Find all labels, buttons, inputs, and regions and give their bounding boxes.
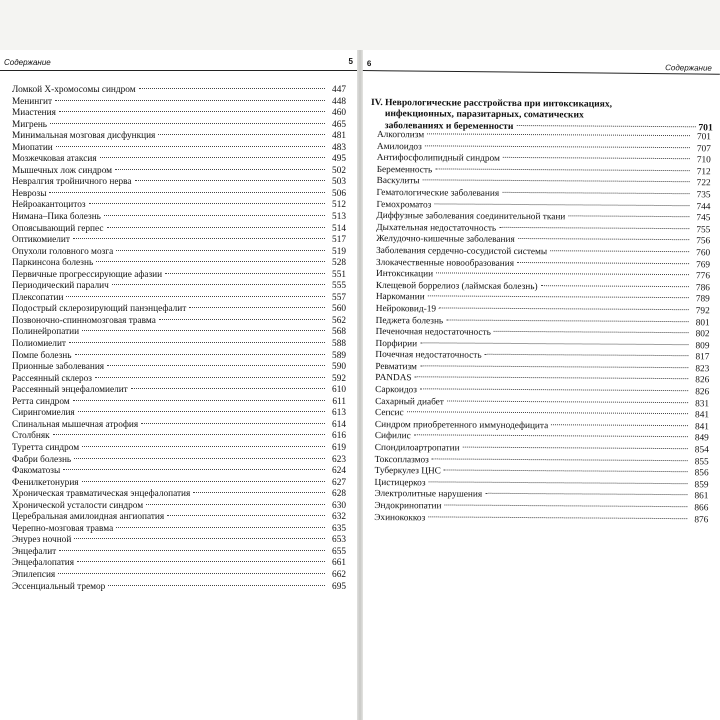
toc-entry-label: Миастения (12, 108, 56, 119)
toc-entry (12, 512, 346, 524)
toc-entry-page: 653 (332, 535, 346, 546)
toc-entry-page: 789 (695, 294, 710, 305)
dot-leader (551, 424, 688, 426)
toc-entry-label: Нимана–Пика болезнь (12, 212, 101, 223)
toc-entry-page: 707 (696, 143, 711, 154)
toc-entry-label: Плексопатии (12, 292, 64, 303)
toc-entry-label: Минимальная мозговая дисфункция (12, 131, 156, 142)
dot-leader (131, 388, 325, 389)
toc-entry-page: 876 (694, 514, 709, 525)
toc-entry (12, 108, 346, 120)
toc-entry-page: 655 (332, 546, 346, 557)
toc-entry-label: Заболевания сердечно-сосудистой системы (376, 245, 548, 258)
toc-entry-page: 519 (332, 246, 346, 257)
dot-leader (550, 250, 689, 252)
toc-entry-label: Печеночная недостаточность (375, 327, 491, 338)
toc-entry-page: 506 (332, 188, 346, 199)
left-header-title: Содержание (4, 58, 51, 67)
dot-leader (104, 215, 325, 216)
toc-entry-page: 557 (332, 292, 346, 303)
toc-entry (12, 443, 346, 455)
toc-entry-label: Нейроковид-19 (375, 303, 437, 315)
dot-leader (407, 411, 688, 414)
toc-entry-page: 630 (332, 500, 346, 511)
toc-entry-label: Периодический паралич (12, 281, 109, 292)
dot-leader (112, 284, 325, 285)
toc-entry-page: 826 (695, 387, 710, 398)
right-toc-list (374, 130, 711, 527)
toc-entry-page: 841 (695, 410, 710, 421)
toc-entry-label: Спинальная мышечная атрофия (12, 419, 139, 430)
dot-leader (193, 492, 325, 493)
toc-entry (12, 351, 346, 363)
toc-entry-label: Синдром приобретенного иммунодефицита (374, 419, 549, 432)
dot-leader (428, 516, 687, 519)
toc-entry (12, 166, 346, 178)
toc-entry-page: 712 (696, 167, 711, 178)
toc-entry-label: Позвоночно-спинномозговая травма (12, 315, 156, 326)
toc-entry-page: 744 (696, 201, 711, 212)
toc-entry (12, 466, 346, 478)
dot-leader (73, 400, 325, 401)
toc-entry-label: Первичные прогрессирующие афазии (12, 269, 163, 280)
dot-leader (425, 145, 690, 148)
dot-leader (74, 458, 325, 459)
toc-entry (12, 235, 346, 247)
toc-entry-page: 447 (332, 85, 346, 95)
dot-leader (165, 273, 325, 274)
toc-entry-page: 841 (694, 422, 709, 433)
toc-entry-label: Антифосфолипидный синдром (376, 153, 500, 165)
dot-leader (167, 515, 325, 516)
dot-leader (435, 168, 689, 171)
toc-entry (12, 535, 346, 547)
left-page-header (0, 56, 357, 71)
dot-leader (58, 573, 325, 574)
toc-entry-page: 859 (694, 480, 709, 491)
toc-entry-page: 448 (332, 96, 346, 107)
dot-leader (75, 354, 325, 355)
toc-entry-label: Саркоидоз (375, 385, 417, 396)
toc-entry-page: 722 (696, 178, 711, 189)
toc-entry (374, 513, 708, 527)
toc-entry-label: Миопатии (12, 142, 53, 153)
dot-leader (420, 388, 688, 391)
toc-entry-page: 623 (332, 454, 346, 465)
toc-entry-label: Электролитные нарушения (374, 489, 483, 501)
toc-entry-page: 568 (332, 327, 346, 338)
toc-entry-label: Паркинсона болезнь (12, 258, 94, 269)
toc-entry (12, 189, 346, 201)
toc-entry-page: 661 (332, 558, 346, 569)
toc-entry-label: Интоксикации (375, 269, 434, 280)
toc-entry-page: 792 (695, 306, 710, 317)
toc-entry-page: 555 (332, 281, 346, 292)
dot-leader (436, 273, 689, 276)
dot-leader (494, 331, 689, 333)
dot-leader (135, 180, 325, 181)
dot-leader (78, 411, 325, 412)
dot-leader (59, 111, 325, 112)
dot-leader (53, 434, 325, 435)
dot-leader (107, 227, 325, 228)
dot-leader (108, 585, 325, 586)
toc-entry (12, 431, 346, 443)
toc-entry (12, 177, 346, 189)
dot-leader (423, 180, 690, 183)
toc-entry (12, 224, 346, 236)
toc-entry (12, 143, 346, 155)
toc-entry-page: 503 (332, 177, 346, 188)
toc-entry-label: Мигрень (12, 119, 48, 130)
toc-entry-label: Мозжечковая атаксия (12, 154, 97, 165)
toc-entry (12, 489, 346, 501)
toc-entry-page: 517 (332, 235, 346, 246)
toc-entry-page: 802 (695, 329, 710, 340)
toc-entry-page: 701 (696, 132, 711, 143)
toc-entry (12, 316, 346, 328)
toc-entry-label: Педжета болезнь (375, 315, 444, 326)
toc-entry (12, 258, 346, 270)
toc-entry-page: 866 (694, 503, 709, 514)
toc-entry-label: Алкоголизм (376, 130, 425, 141)
toc-entry (12, 478, 346, 490)
dot-leader (414, 435, 688, 438)
dot-leader (568, 215, 689, 217)
toc-entry (12, 501, 346, 513)
toc-entry-page: 632 (332, 512, 346, 523)
left-page-number: 5 (348, 57, 353, 66)
toc-entry-page: 465 (332, 119, 346, 130)
dot-leader (420, 365, 688, 368)
toc-entry (12, 374, 346, 386)
toc-entry-page: 855 (694, 456, 709, 467)
dot-leader (485, 493, 687, 495)
toc-entry-label: Эхинококкоз (374, 512, 426, 523)
toc-entry (12, 362, 346, 374)
toc-entry-page: 614 (332, 419, 346, 430)
dot-leader (463, 447, 688, 450)
dot-leader (502, 192, 689, 194)
toc-entry-label: Прионные заболевания (12, 362, 105, 373)
toc-entry-page: 502 (332, 165, 346, 176)
right-header-title: Содержание (665, 63, 712, 73)
toc-entry-page: 514 (332, 223, 346, 234)
toc-entry-page: 769 (696, 259, 711, 270)
toc-entry-page: 613 (332, 408, 346, 419)
dot-leader (146, 504, 325, 505)
toc-entry-label: Рассеянный энцефаломиелит (12, 385, 128, 396)
toc-entry (12, 154, 346, 166)
dot-leader (518, 238, 689, 240)
dot-leader (447, 400, 688, 403)
dot-leader (499, 227, 689, 229)
toc-entry-page: 849 (694, 433, 709, 444)
toc-entry-page: 551 (332, 269, 346, 280)
toc-entry-page: 619 (332, 442, 346, 453)
dot-leader (439, 307, 689, 310)
toc-entry-label: Факоматозы (12, 466, 61, 477)
dot-leader (77, 561, 325, 562)
dot-leader (432, 458, 688, 461)
toc-entry-page: 611 (332, 396, 346, 407)
toc-entry-label: Неврозы (12, 188, 47, 199)
toc-entry-page: 624 (332, 466, 346, 477)
dot-leader (56, 146, 325, 147)
toc-entry (12, 385, 346, 397)
toc-entry-label: Хроническая травматическая энцефалопатия (12, 489, 191, 500)
toc-entry-page: 826 (695, 375, 710, 386)
dot-leader (444, 470, 688, 473)
dot-leader (445, 504, 688, 507)
toc-entry-page: 695 (332, 581, 346, 592)
toc-entry-label: Полинейропатии (12, 327, 80, 338)
toc-entry-page: 588 (332, 339, 346, 350)
dot-leader (116, 527, 325, 528)
toc-entry-label: Столбняк (12, 431, 50, 442)
toc-entry-page: 610 (332, 385, 346, 396)
dot-leader (82, 446, 325, 447)
dot-leader (69, 342, 325, 343)
dot-leader (95, 377, 325, 378)
toc-entry-label: Невралгия тройничного нерва (12, 177, 132, 188)
toc-entry-page: 861 (694, 491, 709, 502)
toc-entry (12, 293, 346, 305)
toc-entry-label: Наркомании (375, 292, 425, 303)
dot-leader (89, 203, 325, 204)
toc-entry (12, 327, 346, 339)
toc-entry-label: Ревматизм (375, 361, 417, 373)
toc-entry-page: 560 (332, 304, 346, 315)
toc-entry-page: 756 (696, 236, 711, 247)
dot-leader (82, 330, 325, 331)
dot-leader (189, 307, 325, 308)
toc-entry-label: Злокачественные новообразования (376, 257, 515, 269)
toc-entry-page: 616 (332, 431, 346, 442)
dot-leader (485, 354, 689, 356)
toc-entry (12, 85, 346, 97)
left-page (0, 50, 357, 720)
dot-leader (107, 365, 325, 366)
toc-entry-page: 592 (332, 373, 346, 384)
toc-entry-label: Туретта синдром (12, 442, 80, 453)
dot-leader (66, 296, 325, 297)
toc-entry-page: 801 (695, 317, 710, 328)
toc-entry-label: Желудочно-кишечные заболевания (376, 234, 515, 246)
toc-entry (12, 420, 346, 432)
toc-entry-label: Токсоплазмоз (374, 454, 429, 465)
toc-entry-label: Опухоли головного мозга (12, 246, 114, 257)
toc-entry-page: 776 (695, 271, 711, 282)
dot-leader (420, 342, 688, 345)
right-page-number: 6 (366, 59, 372, 69)
dot-leader (73, 238, 325, 239)
toc-entry-label: Помпе болезнь (12, 350, 72, 361)
toc-entry-label: Нейроакантоцитоз (12, 200, 86, 211)
toc-entry-label: Порфирии (375, 338, 418, 349)
right-page-header (363, 56, 720, 75)
toc-entry-label: Дыхательная недостаточность (376, 222, 497, 234)
toc-entry-label: Диффузные заболевания соединительной ткани (376, 211, 566, 223)
toc-entry-page: 809 (695, 340, 710, 352)
dot-leader (446, 319, 688, 322)
dot-leader (96, 261, 325, 262)
toc-entry (12, 120, 346, 132)
toc-entry (12, 408, 346, 420)
dot-leader (517, 262, 689, 264)
toc-entry-label: Черепно-мозговая травма (12, 523, 114, 534)
toc-entry-page: 460 (332, 108, 346, 119)
toc-entry-page: 495 (332, 154, 346, 165)
toc-entry-label: Рассеянный склероз (12, 373, 92, 384)
toc-entry (12, 570, 346, 582)
toc-entry-page: 512 (332, 200, 346, 211)
dot-leader (115, 169, 325, 170)
toc-entry-label: Клещевой боррелиоз (лаймская болезнь) (375, 280, 538, 292)
toc-entry (12, 131, 346, 143)
toc-entry-page: 528 (332, 258, 346, 269)
left-toc-list (12, 85, 346, 593)
toc-entry-label: Мышечных лож синдром (12, 165, 113, 176)
toc-entry-label: Опоясывающий герпес (12, 223, 104, 234)
toc-entry-label: Цистицеркоз (374, 477, 426, 489)
dot-leader (503, 157, 690, 159)
toc-entry-page: 831 (695, 398, 710, 409)
dot-leader (158, 134, 325, 135)
toc-entry (12, 270, 346, 282)
dot-leader (159, 319, 325, 320)
toc-entry-page: 786 (695, 282, 710, 294)
section-page: 701 (698, 122, 713, 134)
toc-entry (12, 455, 346, 467)
toc-entry-page: 662 (332, 569, 346, 580)
toc-entry-page: 854 (694, 445, 709, 456)
toc-entry-label: Спондилоартропатии (374, 443, 460, 454)
toc-entry-label: Энцефалопатия (12, 558, 75, 569)
toc-entry (12, 97, 346, 109)
toc-entry (12, 558, 346, 570)
toc-entry-page: 590 (332, 362, 346, 373)
dot-leader (429, 481, 688, 484)
dot-leader (49, 192, 325, 193)
right-page (363, 50, 720, 720)
dot-leader (541, 285, 689, 287)
toc-entry-label: Энурез ночной (12, 535, 72, 546)
dot-leader (139, 88, 325, 89)
toc-entry-label: Подострый склерозирующий панэнцефалит (12, 304, 187, 315)
section-title-line: Неврологические расстройства при интоксикациях, (384, 97, 613, 110)
toc-entry-page: 481 (332, 131, 346, 142)
section-title-line: заболеваниях и беременности (384, 119, 514, 132)
toc-entry-page: 589 (332, 350, 346, 361)
toc-entry (12, 304, 346, 316)
toc-entry-page: 513 (332, 212, 346, 223)
toc-entry-label: Туберкулез ЦНС (374, 466, 441, 477)
toc-entry-page: 823 (695, 364, 710, 375)
toc-entry-page: 628 (332, 489, 346, 500)
toc-entry-label: Сахарный диабет (375, 396, 444, 408)
toc-entry-label: Васкулиты (376, 176, 420, 187)
toc-entry-label: Почечная недостаточность (375, 350, 482, 362)
dot-leader (116, 250, 325, 251)
toc-entry-label: Сифилис (374, 431, 411, 442)
toc-entry (12, 200, 346, 212)
dot-leader (100, 157, 325, 158)
section-heading (371, 97, 713, 134)
toc-entry-label: Гемохроматоз (376, 199, 432, 210)
toc-entry-page: 745 (696, 213, 711, 224)
dot-leader (82, 481, 325, 482)
toc-entry (375, 420, 709, 434)
toc-entry (12, 247, 346, 259)
toc-entry-page: 710 (696, 155, 711, 166)
toc-entry-label: Оптикомиелит (12, 235, 70, 246)
toc-entry-label: Менингит (12, 96, 53, 107)
dot-leader (141, 423, 325, 424)
toc-entry (12, 397, 346, 409)
dot-leader (427, 133, 690, 136)
toc-entry-label: Фабри болезнь (12, 454, 72, 465)
dot-leader (434, 203, 689, 206)
toc-entry-label: Церебральная амилоидная ангиопатия (12, 512, 165, 523)
section-title-line: инфекционных, паразитарных, соматических (384, 108, 584, 121)
toc-entry-page: 856 (694, 468, 709, 479)
toc-entry-label: Амилоидоз (376, 141, 422, 152)
dot-leader (55, 100, 325, 101)
dot-leader (428, 296, 689, 299)
dot-leader (63, 469, 325, 470)
section-numeral: IV. (370, 97, 383, 109)
toc-entry-label: Хронической усталости синдром (12, 500, 144, 511)
toc-entry (12, 582, 346, 594)
dot-leader (415, 377, 689, 380)
toc-entry-page: 735 (696, 190, 711, 201)
toc-entry-label: Ломкой Х-хромосомы синдром (12, 85, 136, 95)
toc-entry-label: Фенилкетонурия (12, 477, 79, 488)
toc-entry-page: 562 (332, 315, 346, 326)
toc-entry-page: 760 (696, 248, 711, 259)
toc-entry-page: 483 (332, 142, 346, 153)
toc-entry-page: 817 (695, 352, 710, 363)
dot-leader (74, 538, 325, 539)
dot-leader (50, 123, 325, 124)
toc-entry-label: Эндокринопатии (374, 500, 442, 512)
toc-entry-page: 627 (332, 477, 346, 488)
toc-entry (12, 339, 346, 351)
toc-entry-label: Гематологические заболевания (376, 187, 500, 199)
toc-entry-label: Эпилепсия (12, 569, 56, 580)
toc-entry (12, 547, 346, 559)
toc-entry-label: Энцефалит (12, 546, 57, 557)
toc-entry-label: Сирингомиелия (12, 408, 75, 419)
toc-entry-page: 635 (332, 523, 346, 534)
dot-leader (516, 125, 695, 127)
toc-entry-label: Ретта синдром (12, 396, 70, 407)
toc-entry (12, 524, 346, 536)
toc-entry-page: 755 (696, 224, 711, 236)
dot-leader (59, 550, 325, 551)
toc-entry-label: Сепсис (374, 408, 404, 419)
toc-entry (12, 212, 346, 224)
toc-entry-label: Полиомиелит (12, 339, 66, 350)
toc-entry-label: PANDAS (375, 373, 412, 384)
toc-entry (12, 281, 346, 293)
toc-entry-label: Эссенциальный тремор (12, 581, 106, 592)
toc-entry-label: Беременность (376, 164, 433, 176)
